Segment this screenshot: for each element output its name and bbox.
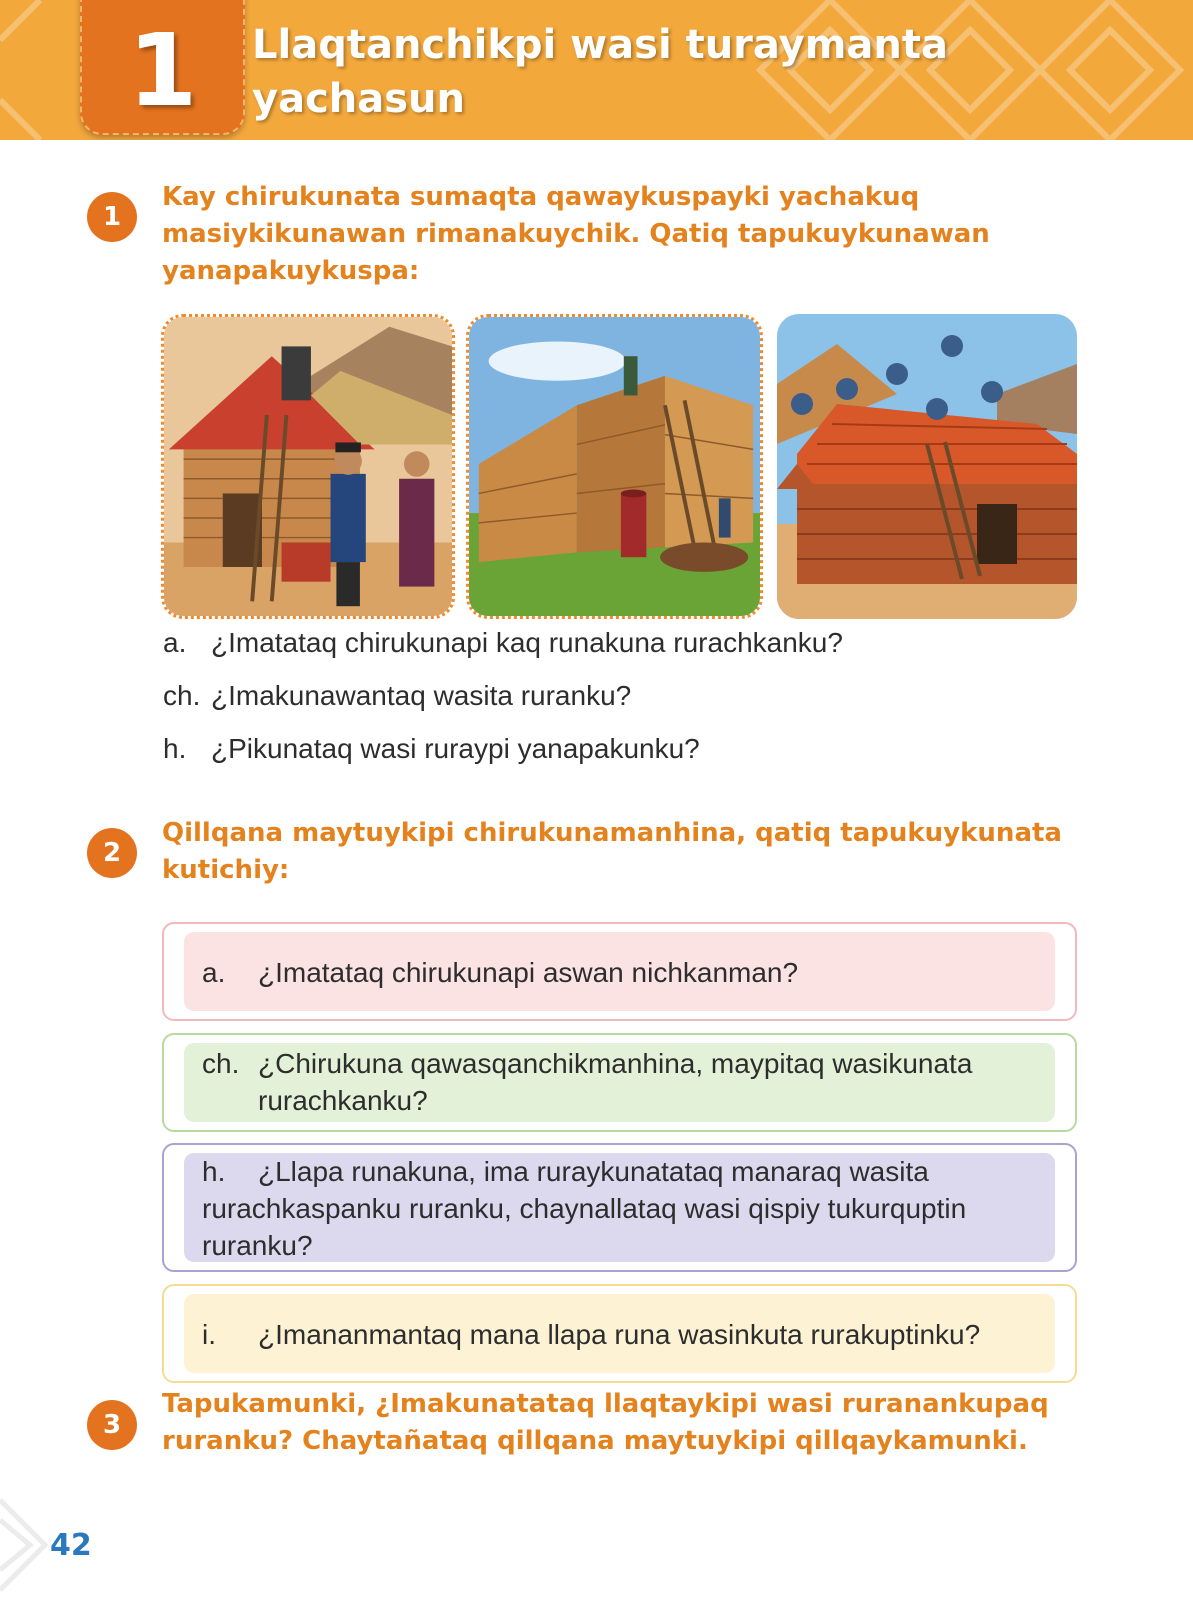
question-letter: h. bbox=[163, 733, 187, 764]
picture-1-drawing bbox=[164, 317, 452, 616]
question-text: ¿Imatataq chirukunapi aswan nichkanman? bbox=[258, 957, 799, 988]
unit-title-line: yachasun bbox=[252, 76, 466, 122]
question-text: ¿Chirukuna qawasqanchikmanhina, maypitaq wasikunata bbox=[258, 1048, 973, 1079]
question-letter: a. bbox=[202, 957, 226, 988]
question-h bbox=[163, 733, 700, 765]
question-box-text bbox=[202, 1316, 980, 1353]
question-box-text bbox=[202, 1153, 966, 1264]
question-box-a bbox=[162, 922, 1077, 1021]
activity-1-badge: 1 bbox=[87, 192, 137, 242]
activity-2-badge: 2 bbox=[87, 828, 137, 878]
question-text: rurachkanku? bbox=[258, 1085, 428, 1116]
question-box-ch bbox=[162, 1033, 1077, 1132]
unit-number: 1 bbox=[127, 12, 198, 129]
question-text: ¿Imananmantaq mana llapa runa wasinkuta rurakuptinku? bbox=[258, 1319, 981, 1350]
unit-header bbox=[0, 0, 1193, 140]
question-text: ¿Pikunataq wasi ruraypi yanapakunku? bbox=[211, 733, 700, 764]
question-a bbox=[163, 627, 843, 659]
question-text: ¿Imakunawantaq wasita ruranku? bbox=[211, 680, 632, 711]
question-letter: ch. bbox=[202, 1048, 240, 1079]
question-text: ¿Imatataq chirukunapi kaq runakuna rurachkanku? bbox=[211, 627, 843, 658]
question-letter: ch. bbox=[163, 680, 201, 711]
activity-3-instruction bbox=[162, 1386, 1082, 1460]
picture-3-drawing bbox=[777, 314, 1077, 619]
question-box-h bbox=[162, 1143, 1077, 1272]
page-number: 42 bbox=[50, 1528, 92, 1563]
question-box-text bbox=[202, 1045, 972, 1119]
instruction-line: Qillqana maytuykipi chirukunamanhina, qatiq tapukuykunata bbox=[162, 818, 1062, 848]
instruction-line: Tapukamunki, ¿Imakunatataq llaqtaykipi wasi ruranankupaq bbox=[162, 1389, 1049, 1419]
instruction-line: kutichiy: bbox=[162, 855, 290, 885]
instruction-line: Kay chirukunata sumaqta qawaykuspayki yachakuq bbox=[162, 182, 920, 212]
brick-house-trade-illustration bbox=[161, 314, 455, 619]
question-text: rurachkaspanku ruranku, chaynallataq wasi qispiy tukurquptin bbox=[202, 1193, 967, 1224]
instruction-line: yanapakuykuspa: bbox=[162, 256, 420, 286]
activity-1-instruction bbox=[162, 179, 1082, 290]
question-letter: h. bbox=[202, 1156, 226, 1187]
instruction-line: ruranku? Chaytañataq qillqana maytuykipi qillqaykamunki. bbox=[162, 1426, 1028, 1456]
question-box-text bbox=[202, 954, 798, 991]
picture-2-drawing bbox=[469, 317, 760, 616]
activity-3-badge: 3 bbox=[87, 1400, 137, 1450]
roof-tiling-workers-illustration bbox=[777, 314, 1077, 619]
question-box-i bbox=[162, 1284, 1077, 1383]
question-letter: i. bbox=[202, 1319, 216, 1350]
question-ch bbox=[163, 680, 631, 712]
question-text: ¿Llapa runakuna, ima ruraykunatataq manaraq wasita bbox=[258, 1156, 929, 1187]
adobe-wall-construction-illustration bbox=[466, 314, 763, 619]
activity-2-instruction bbox=[162, 815, 1082, 889]
unit-title bbox=[252, 18, 1172, 126]
instruction-line: masiykikunawan rimanakuychik. Qatiq tapukuykunawan bbox=[162, 219, 990, 249]
question-text: ruranku? bbox=[202, 1230, 313, 1261]
question-letter: a. bbox=[163, 627, 187, 658]
unit-title-line: Llaqtanchikpi wasi turaymanta bbox=[252, 22, 948, 68]
